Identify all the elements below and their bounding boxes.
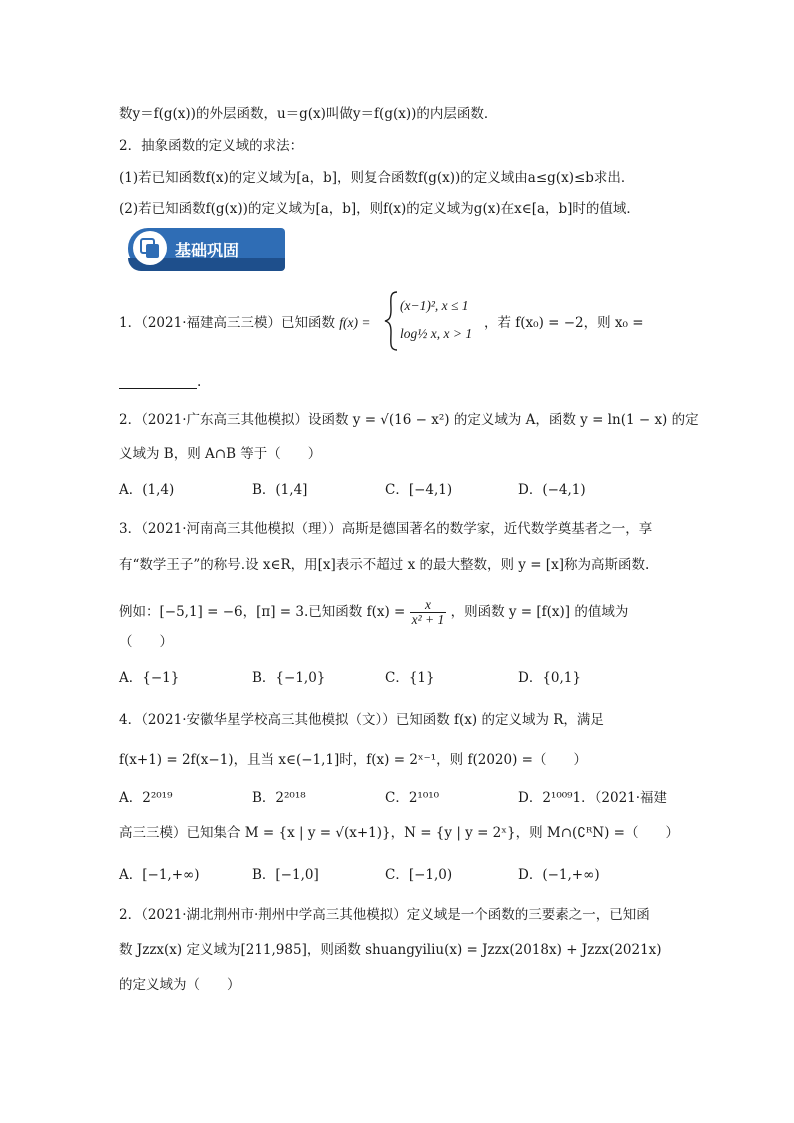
q5-option-a[interactable]: A．[−1,+∞): [119, 867, 200, 883]
q2-text-1: 2．（2021·广东高三其他模拟）设函数 y = √(16 − x²) 的定义域为 A，函数 y = ln(1 − x) 的定: [119, 412, 699, 428]
q1-function: f(x) =: [339, 315, 371, 330]
q2-option-a[interactable]: A．(1,4): [119, 482, 175, 498]
q6-text-1: 2．（2021·湖北荆州市·荆州中学高三其他模拟）定义域是一个函数的三要素之一，已知函: [119, 907, 650, 923]
q6-text-2: 数 Jzzx(x) 定义域为[211,985]，则函数 shuangyiliu(x) = Jzzx(2018x) + Jzzx(2021x): [119, 942, 662, 958]
q4-option-a[interactable]: A．2²⁰¹⁹: [119, 790, 173, 806]
q3-option-a[interactable]: A．{−1}: [119, 670, 180, 686]
q4-text-2: f(x+1) = 2f(x−1)，且当 x∈(−1,1]时，f(x) = 2ˣ⁻¹，则 f(2020) =（ ）: [119, 752, 587, 768]
q3-fraction-numerator: x: [410, 598, 447, 613]
q5-option-b[interactable]: B．[−1,0]: [252, 867, 319, 883]
q1-suffix: ，若 f(x₀) = −2，则 x₀ =: [484, 315, 644, 331]
intro-line-3: (1)若已知函数f(x)的定义域为[a，b]，则复合函数f(g(x))的定义域由a≤g(x)≤b求出．: [119, 170, 635, 186]
q3-option-c[interactable]: C．{1}: [385, 670, 435, 686]
q3-text-3b: ，则函数 y = [f(x)] 的值域为: [450, 604, 629, 620]
q5-text-1: 高三三模）已知集合 M = {x | y = √(x+1)}，N = {y | y = 2ˣ}，则 M∩(∁ᴿN) =（ ）: [119, 825, 679, 841]
section-title: 基础巩固: [175, 241, 240, 260]
q1-prefix: 1．（2021·福建高三三模）已知函数: [119, 315, 335, 331]
q1-case-2: log½ x, x > 1: [400, 326, 473, 341]
q3-option-d[interactable]: D．{0,1}: [518, 670, 581, 686]
q2-option-c[interactable]: C．[−4,1): [385, 482, 453, 498]
q4-option-c[interactable]: C．2¹⁰¹⁰: [385, 790, 440, 806]
intro-line-4: (2)若已知函数f(g(x))的定义域为[a，b]，则f(x)的定义域为g(x)在x∈[a，b]时的值域．: [119, 201, 640, 217]
q3-text-4: （ ）: [119, 634, 173, 650]
q1-case-1: (x−1)², x ≤ 1: [400, 298, 469, 313]
q3-fraction-denominator: x² + 1: [411, 612, 445, 627]
q2-text-2: 义域为 B，则 A∩B 等于（ ）: [119, 446, 322, 462]
q2-option-b[interactable]: B．(1,4]: [252, 482, 308, 498]
copy-icon: [133, 231, 167, 265]
q3-text-2: 有“数学王子”的称号.设 x∈R，用[x]表示不超过 x 的最大整数，则 y = [x]称为高斯函数.: [119, 557, 650, 573]
q5-option-c[interactable]: C．[−1,0): [385, 867, 453, 883]
piecewise-brace: [383, 290, 401, 352]
q4-text-1: 4．（2021·安徽华星学校高三其他模拟（文））已知函数 f(x) 的定义域为 R，满足: [119, 712, 604, 728]
q3-option-b[interactable]: B．{−1,0}: [252, 670, 326, 686]
intro-line-2: 2．抽象函数的定义域的求法：: [119, 138, 304, 154]
intro-line-1: 数y＝f(g(x))的外层函数，u＝g(x)叫做y＝f(g(x))的内层函数．: [119, 106, 498, 122]
q2-option-d[interactable]: D．(−4,1): [518, 482, 586, 498]
q5-option-d[interactable]: D．(−1,+∞): [518, 867, 600, 883]
q3-fraction: [410, 598, 447, 627]
q4-option-b[interactable]: B．2²⁰¹⁸: [252, 790, 306, 806]
q6-text-3: 的定义域为（ ）: [119, 977, 241, 993]
q3-text-3: [119, 598, 628, 627]
q3-text-1: 3．（2021·河南高三其他模拟（理））高斯是德国著名的数学家，近代数学奠基者之一，享: [119, 521, 653, 537]
q1-prefix-line: [119, 313, 371, 333]
q4-option-d[interactable]: D．2¹⁰⁰⁹1．（2021·福建: [518, 790, 668, 806]
q3-text-3a: 例如：[−5,1] = −6，[π] = 3.已知函数 f(x) =: [119, 604, 406, 620]
q1-answer-blank[interactable]: [119, 388, 197, 389]
q1-tail: .: [197, 374, 202, 390]
